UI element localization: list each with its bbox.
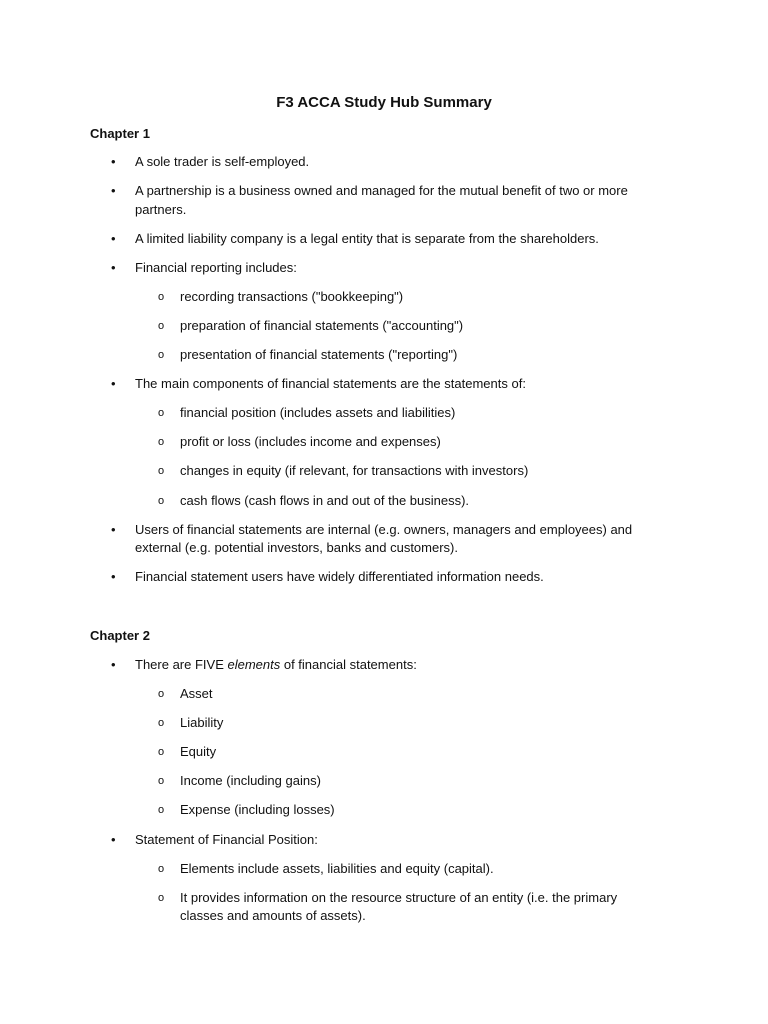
- list-item-text: Statement of Financial Position:: [135, 831, 318, 847]
- sub-bullet-marker: o: [158, 717, 165, 730]
- list-item-text: Financial reporting includes:: [135, 259, 297, 275]
- bullet-marker: •: [111, 259, 116, 275]
- sub-bullet-marker: o: [158, 407, 165, 420]
- sub-bullet-marker: o: [158, 775, 165, 788]
- sub-list: [135, 288, 656, 365]
- sub-bullet-marker: o: [158, 349, 165, 362]
- sub-list-item-text: cash flows (cash flows in and out of the business).: [180, 492, 470, 508]
- list-item-text: A sole trader is self-employed.: [135, 154, 310, 169]
- bullet-marker: •: [111, 376, 116, 392]
- sub-bullet-marker: o: [158, 746, 165, 759]
- list-item: [0, 568, 768, 587]
- sub-bullet-marker: o: [158, 436, 165, 449]
- sub-list-item: [135, 714, 656, 733]
- sub-list-item: [135, 346, 656, 365]
- sub-bullet-marker: o: [158, 465, 165, 478]
- list-item-text-before: There are FIVE: [135, 657, 228, 672]
- bullet-marker: •: [111, 154, 116, 169]
- sub-list-item: [135, 801, 656, 820]
- list-item: [0, 153, 768, 172]
- sub-bullet-marker: o: [158, 494, 165, 507]
- sub-list-item-text: presentation of financial statements ("reporting"): [180, 347, 458, 363]
- sub-list-item: [135, 462, 656, 481]
- sub-list-item: [135, 685, 656, 704]
- sub-list-item: [135, 433, 656, 452]
- list-item: [0, 182, 768, 219]
- sub-list-item: [135, 317, 656, 336]
- list-item: [0, 375, 768, 510]
- chapter-2-list: [0, 656, 768, 936]
- bullet-marker: •: [111, 521, 116, 537]
- bullet-marker: •: [111, 183, 116, 199]
- list-item: [0, 831, 768, 926]
- list-item-text-emphasis: elements: [227, 657, 281, 672]
- sub-list-item-text: preparation of financial statements ("accounting"): [180, 317, 464, 333]
- sub-list-item: [135, 772, 656, 791]
- bullet-marker: •: [111, 569, 116, 585]
- list-item: [0, 230, 768, 249]
- sub-list-item-text: Equity: [180, 744, 217, 760]
- sub-list-item-text: Income (including gains): [180, 773, 321, 789]
- chapter-1-list: [0, 153, 768, 597]
- bullet-marker: •: [111, 831, 116, 847]
- list-item: [0, 521, 768, 558]
- list-item-text: The main components of financial statements are the statements of:: [135, 376, 526, 392]
- list-item-text: A limited liability company is a legal entity that is separate from the shareholders.: [135, 230, 599, 246]
- sub-bullet-marker: o: [158, 319, 165, 332]
- sub-list-item-text: financial position (includes assets and liabilities): [180, 405, 456, 421]
- sub-list-item-text: Elements include assets, liabilities and equity (capital).: [180, 860, 494, 876]
- sub-list-item: [135, 860, 656, 879]
- sub-list: [135, 685, 656, 820]
- sub-list-item: [135, 288, 656, 307]
- bullet-marker: •: [111, 230, 116, 246]
- sub-list-item-text: changes in equity (if relevant, for transactions with investors): [180, 463, 529, 479]
- bullet-marker: •: [111, 657, 116, 672]
- chapter-2-heading: Chapter 2: [90, 628, 150, 643]
- sub-list-item: [135, 404, 656, 423]
- sub-bullet-marker: o: [158, 862, 165, 875]
- sub-list-item-text: It provides information on the resource structure of an entity (i.e. the primary classes and amounts of assets).: [180, 889, 618, 924]
- list-item: [0, 259, 768, 365]
- list-item-text-after: of financial statements:: [280, 657, 417, 672]
- chapter-1-heading: Chapter 1: [90, 126, 150, 141]
- sub-list: [135, 860, 656, 926]
- sub-list: [135, 404, 656, 510]
- list-item: [0, 656, 768, 820]
- sub-list-item-text: Expense (including losses): [180, 802, 335, 818]
- sub-bullet-marker: o: [158, 290, 165, 303]
- sub-bullet-marker: o: [158, 804, 165, 817]
- sub-list-item: [135, 743, 656, 762]
- sub-bullet-marker: o: [158, 891, 165, 904]
- sub-list-item: [135, 492, 656, 511]
- document-title: F3 ACCA Study Hub Summary: [276, 94, 492, 111]
- sub-list-item-text: Liability: [180, 715, 224, 731]
- list-item-text: Users of financial statements are internal (e.g. owners, managers and employees) and external (e.g. potential investors, banks and customers).: [135, 521, 633, 556]
- list-item-text: A partnership is a business owned and managed for the mutual benefit of two or more partners.: [135, 183, 628, 217]
- sub-list-item-text: profit or loss (includes income and expenses): [180, 434, 441, 450]
- sub-list-item: [135, 889, 656, 926]
- list-item-text: Financial statement users have widely differentiated information needs.: [135, 569, 544, 585]
- sub-list-item-text: Asset: [180, 686, 213, 702]
- sub-list-item-text: recording transactions ("bookkeeping"): [180, 288, 404, 304]
- sub-bullet-marker: o: [158, 688, 165, 701]
